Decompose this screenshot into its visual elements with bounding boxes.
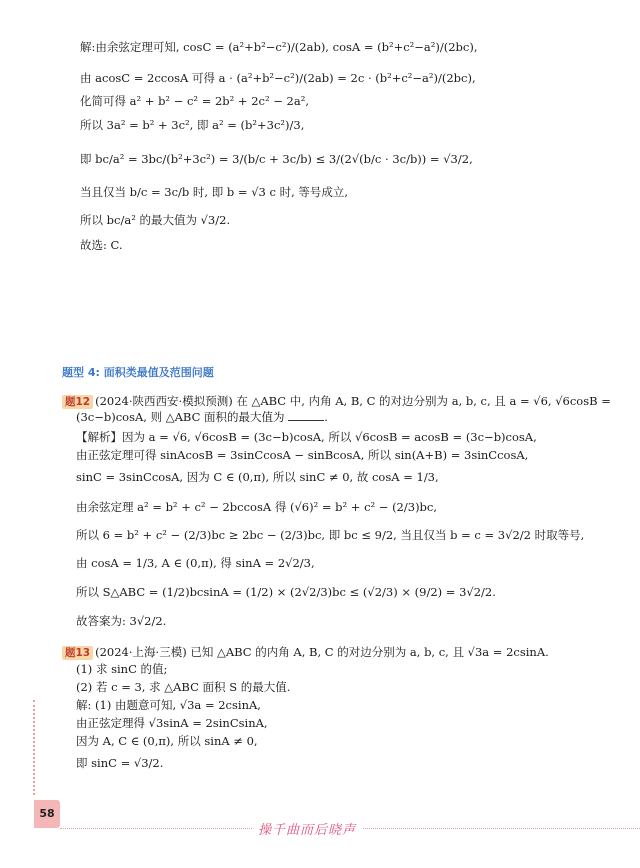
q13-line-3: (2) 若 c = 3, 求 △ABC 面积 S 的最大值.	[76, 680, 291, 694]
q12-line-6: 由余弦定理 a² = b² + c² − 2bccosA 得 (√6)² = b² + c² − (2/3)bc,	[76, 500, 438, 514]
q12-line-8: 由 cosA = 1/3, A ∈ (0,π), 得 sinA = 2√2/3,	[76, 556, 315, 570]
q12-line-5: sinC = 3sinCcosA, 因为 C ∈ (0,π), 所以 sinC ≠ 0, 故 cosA = 1/3,	[76, 470, 439, 484]
solution-line-3: 化简可得 a² + b² − c² = 2b² + 2c² − 2a²,	[80, 94, 309, 108]
q12-line-4: 由正弦定理可得 sinAcosB = 3sinCcosA − sinBcosA, 所以 sin(A+B) = 3sinCcosA,	[76, 448, 529, 462]
solution-line-1: 解:由余弦定理可知, cosC = (a²+b²−c²)/(2ab), cosA = (b²+c²−a²)/(2bc),	[80, 40, 478, 54]
q13-tag: 题13	[62, 646, 93, 660]
page-number: 58	[34, 800, 60, 828]
q13-line-2: (1) 求 sinC 的值;	[76, 662, 168, 676]
q12-stem-2: (3c−b)cosA, 则 △ABC 面积的最大值为	[76, 410, 285, 424]
q12-line-10: 故答案为: 3√2/2.	[76, 614, 167, 628]
solution-line-4: 所以 3a² = b² + 3c², 即 a² = (b²+3c²)/3,	[80, 118, 305, 132]
q13-stem-1: (2024·上海·三模) 已知 △ABC 的内角 A, B, C 的对边分别为 a, b, c, 且 √3a = 2csinA.	[95, 645, 549, 659]
q12-line-7: 所以 6 = b² + c² − (2/3)bc ≥ 2bc − (2/3)bc, 即 bc ≤ 9/2, 当且仅当 b = c = 3√2/2 时取等号,	[76, 528, 585, 542]
q13-line-5: 由正弦定理得 √3sinA = 2sinCsinA,	[76, 716, 268, 730]
q12-line-2: (3c−b)cosA, 则 △ABC 面积的最大值为 .	[76, 410, 328, 424]
q12-stem-1: (2024·陕西西安·模拟预测) 在 △ABC 中, 内角 A, B, C 的对边分别为 a, b, c, 且 a = √6, √6cosB =	[95, 394, 611, 408]
q12-tag: 题12	[62, 395, 93, 409]
margin-dotted-line	[33, 700, 35, 795]
q12-line-1	[62, 394, 611, 409]
solution-line-8: 故选: C.	[80, 238, 123, 252]
q12-line-3: 【解析】因为 a = √6, √6cosB = (3c−b)cosA, 所以 √6cosB = acosB = (3c−b)cosA,	[76, 430, 537, 444]
solution-line-6: 当且仅当 b/c = 3c/b 时, 即 b = √3 c 时, 等号成立,	[80, 185, 349, 199]
q12-line-9: 所以 S△ABC = (1/2)bcsinA = (1/2) × (2√2/3)bc ≤ (√2/3) × (9/2) = 3√2/2.	[76, 585, 496, 599]
q13-line-7: 即 sinC = √3/2.	[76, 756, 164, 770]
answer-blank	[288, 410, 324, 421]
q13-line-4: 解: (1) 由题意可知, √3a = 2csinA,	[76, 698, 261, 712]
section-heading: 题型 4: 面积类最值及范围问题	[62, 366, 214, 379]
solution-line-7: 所以 bc/a² 的最大值为 √3/2.	[80, 213, 231, 227]
footer-motto: 操千曲而后晓声	[252, 819, 362, 838]
solution-line-2: 由 acosC = 2ccosA 可得 a · (a²+b²−c²)/(2ab) = 2c · (b²+c²−a²)/(2bc),	[80, 71, 476, 85]
solution-line-5: 即 bc/a² = 3bc/(b²+3c²) = 3/(b/c + 3c/b) ≤ 3/(2√(b/c · 3c/b)) = √3/2,	[80, 152, 473, 166]
q13-line-6: 因为 A, C ∈ (0,π), 所以 sinA ≠ 0,	[76, 734, 258, 748]
q13-line-1	[62, 645, 549, 660]
